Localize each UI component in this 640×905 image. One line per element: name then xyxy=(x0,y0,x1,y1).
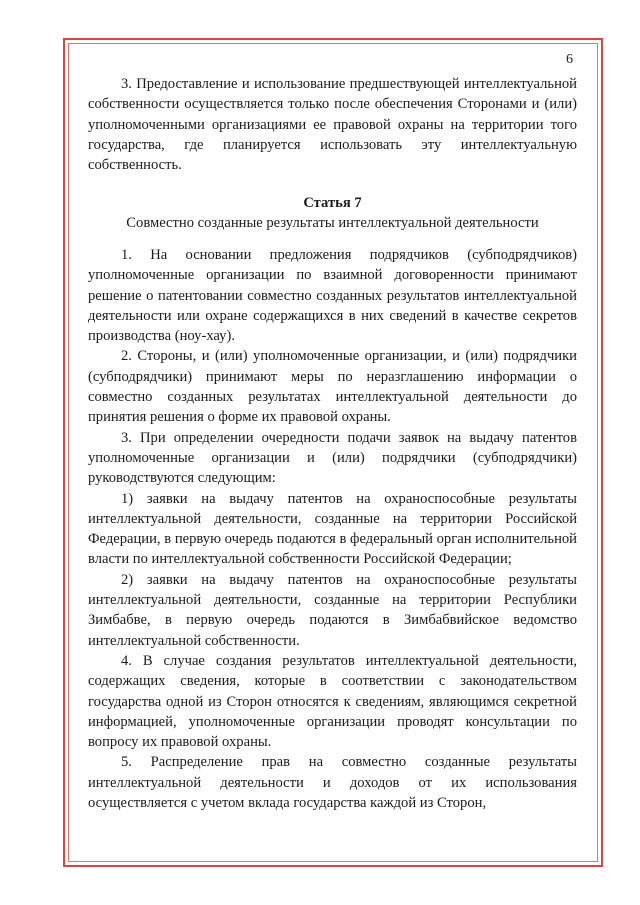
paragraph: 2. Стороны, и (или) уполномоченные организации, и (или) подрядчики (субподрядчики) принимают меры по неразглашению информации о совместно созданных результатах интеллектуальной деятельности до принятия решения о форме их правовой охраны. xyxy=(88,348,577,426)
page-number: 6 xyxy=(566,52,573,67)
paragraph: 2) заявки на выдачу патентов на охраноспособные результаты интеллектуальной деятельности, созданные на территории Республики Зимбабве, в первую очередь подаются в Зимбабвийское ведомство интеллектуальной собственности. xyxy=(88,571,577,649)
paragraph: 3. При определении очередности подачи заявок на выдачу патентов уполномоченные организации и (или) подрядчики (субподрядчики) руководствуются следующим: xyxy=(88,429,577,487)
paragraph: 5. Распределение прав на совместно созданные результаты интеллектуальной деятельности и доходов от их использования осуществляется с учетом вклада государства каждой из Сторон, xyxy=(88,754,577,812)
article-title: Статья 7 xyxy=(303,195,362,211)
paragraph: 4. В случае создания результатов интеллектуальной деятельности, содержащих сведения, которые в соответствии с законодательством государства одной из Сторон относятся к сведениям, являющимся секретной информацией, уполномоченные организации проводят консультации по вопросу их правовой охраны. xyxy=(88,652,577,751)
paragraph: 1. На основании предложения подрядчиков (субподрядчиков) уполномоченные организации по взаимной договоренности принимают решение о патентовании совместно созданных результатов интеллектуальной деятельности или охране содержащихся в них сведений в качестве секретов производства (ноу-хау). xyxy=(88,247,577,345)
paragraph: 1) заявки на выдачу патентов на охраноспособные результаты интеллектуальной деятельности, созданные на территории Российской Федерации, в первую очередь подаются в федеральный орган исполнительной власти по интеллектуальной собственности Российской Федерации; xyxy=(88,490,577,568)
top-section xyxy=(88,74,577,175)
article-subtitle: Совместно созданные результаты интеллектуальной деятельности xyxy=(126,215,539,231)
paragraph: 3. Предоставление и использование предшествующей интеллектуальной собственности осуществляется только после обеспечения Сторонами и (или) уполномоченными организациями ее правовой охраны на территории того государства, где планируется использовать эту интеллектуальную собственность. xyxy=(88,76,577,174)
article-body xyxy=(88,245,577,813)
